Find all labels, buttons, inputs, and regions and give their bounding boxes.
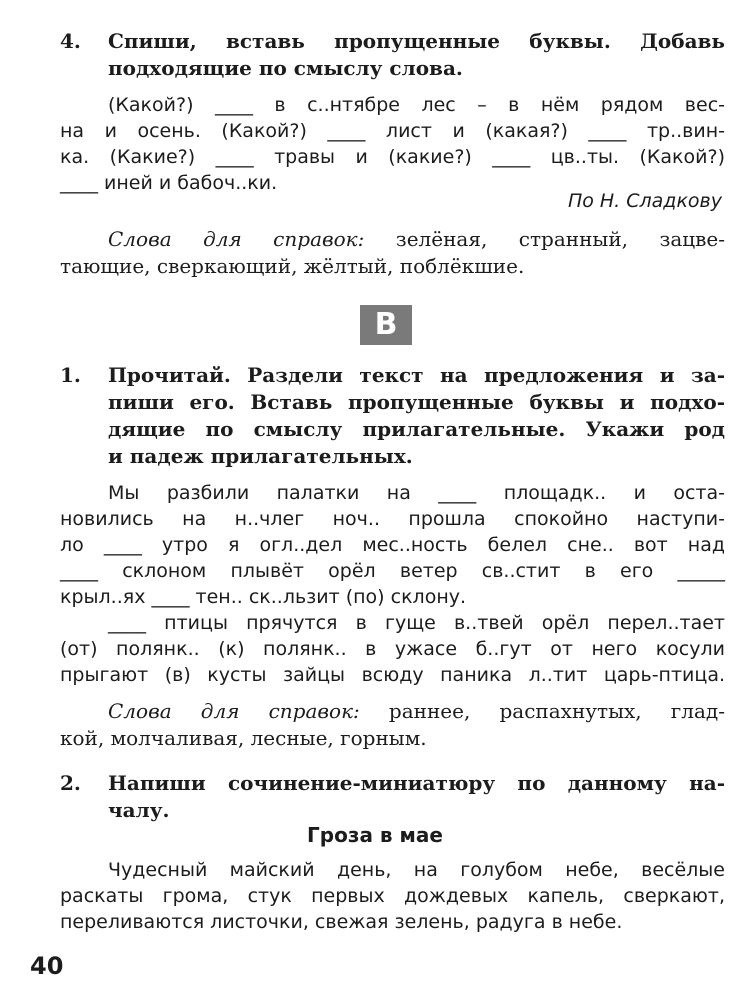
exercise-number: 4. (60, 29, 81, 53)
text-line: Чудесный майский день, на голубом небе, весёлые (108, 859, 725, 881)
reference-line: кой, молчаливая, лесные, горным. (60, 726, 427, 750)
text-line: ____ иней и бабоч..ки. (60, 172, 278, 194)
page-number: 40 (30, 952, 64, 980)
instruction-line: дящие по смыслу прилагательные. Укажи род (108, 417, 725, 441)
reference-line: Слова для справок: раннее, распахнутых, глад- (108, 699, 725, 723)
instruction-line: Напиши сочинение-миниатюру по данному на- (108, 771, 725, 795)
section-badge: В (360, 305, 412, 345)
text-line: (от) полянк.. (к) полянк.. в ужасе б..гут от него косули (60, 638, 725, 660)
instruction-line: подходящие по смыслу слова. (108, 56, 463, 80)
reference-label: Слова для справок: (108, 227, 365, 251)
essay-title: Гроза в мае (307, 823, 443, 847)
reference-line: тающие, сверкающий, жёлтый, поблёкшие. (60, 254, 525, 278)
exercise-number: 1. (60, 363, 81, 387)
instruction-line: пиши его. Вставь пропущенные буквы и подхо- (108, 390, 725, 414)
text-line: на и осень. (Какой?) ____ лист и (какая?) ____ тр..вин- (60, 120, 725, 142)
text-line: переливаются листочки, свежая зелень, радуга в небе. (60, 911, 623, 933)
instruction-line: Прочитай. Раздели текст на предложения и за- (108, 363, 725, 387)
text-line: ло ____ утро я огл..дел мес..ность белел сне.. вот над (60, 534, 725, 556)
text-line: ____ птицы прячутся в гуще в..твей орёл перел..тает (108, 612, 725, 634)
instruction-line: чалу. (108, 798, 170, 822)
instruction-line: и падеж прилагательных. (108, 444, 413, 468)
exercise-number: 2. (60, 771, 81, 795)
text-line: ____ склоном плывёт орёл ветер св..стит в его _____ (60, 560, 725, 582)
text-line: ка. (Какие?) ____ травы и (какие?) ____ цв..ты. (Какой?) (60, 146, 725, 168)
text-line: крыл..ях ____ тен.. ск..льзит (по) склону. (60, 586, 467, 608)
text-line: раскаты грома, стук первых дождевых капель, сверкают, (60, 885, 725, 907)
text-line: (Какой?) ____ в с..нтябре лес – в нём рядом вес- (108, 94, 725, 116)
text-line: Мы разбили палатки на ____ площадк.. и оста- (108, 482, 725, 504)
text-line: прыгают (в) кусты зайцы всюду паника л..тит царь-птица. (60, 664, 725, 686)
text-author: По Н. Сладкову (567, 190, 722, 212)
text-line: новились на н..члег ноч.. прошла спокойно наступи- (60, 508, 725, 530)
instruction-line: Спиши, вставь пропущенные буквы. Добавь (108, 29, 725, 53)
reference-line: Слова для справок: зелёная, странный, зацве- (108, 227, 726, 251)
reference-label: Слова для справок: (108, 699, 360, 723)
